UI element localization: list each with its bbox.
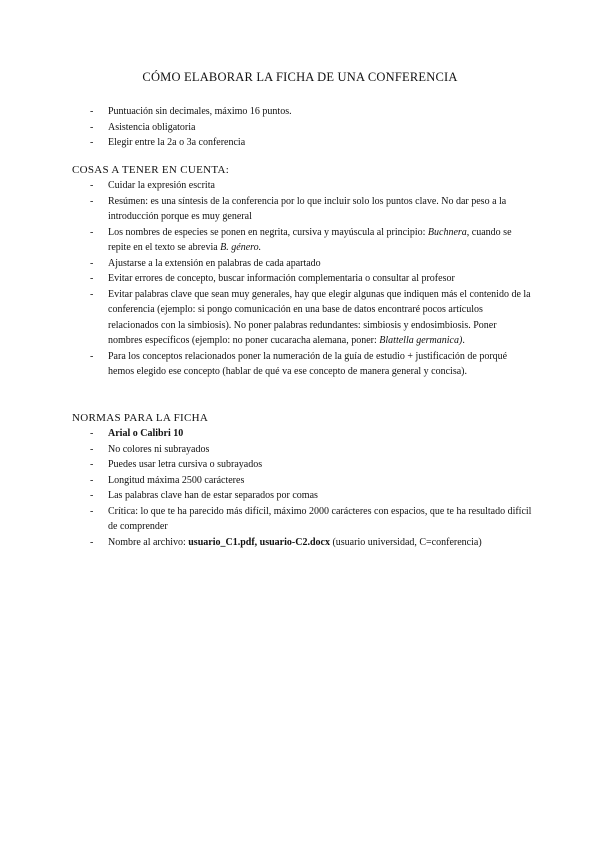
list-item: - Para los conceptos relacionados poner la numeración de la guía de estudio + justificación de porqué hemos elegido ese concepto (hablar de qué va ese concepto de manera general y concisa). (90, 350, 508, 377)
considerations-list (72, 178, 532, 380)
list-item: - Puedes usar letra cursiva o subrayados (90, 459, 263, 470)
list-item: - Evitar palabras clave que sean muy generales, hay que elegir algunas que indiquen más el contenido de la conferencia (ejemplo: si pongo comunicación en una base de datos encontraré pocos artículos relacionados con la simbiosis). No poner palabras redundantes: simbiosis y endosimbiosis. Poner nombres específicos (ejemplo: no poner cucaracha alemana, poner: Blattella germanica). (90, 288, 531, 346)
intro-list (72, 104, 532, 151)
list-item: - Cuidar la expresión escrita (90, 180, 215, 191)
document-title: CÓMO ELABORAR LA FICHA DE UNA CONFERENCIA (142, 70, 458, 84)
list-item: - Asistencia obligatoria (90, 121, 196, 133)
list-item: - Arial o Calibri 10 (90, 428, 184, 439)
section-heading-norms: NORMAS PARA LA FICHA (72, 412, 209, 424)
norms-list (72, 426, 532, 550)
file-name-example: usuario_C1.pdf, usuario-C2.docx (188, 536, 330, 548)
list-item: - Ajustarse a la extensión en palabras de cada apartado (90, 257, 321, 269)
list-item: - Resúmen: es una síntesis de la conferencia por lo que incluir solo los puntos clave. No dar peso a la introducción porque es muy general (90, 195, 507, 222)
list-item: - Longitud máxima 2500 carácteres (90, 474, 245, 486)
section-heading-things-to-consider: COSAS A TENER EN CUENTA: (72, 164, 230, 176)
list-item: - Elegir entre la 2a o 3a conferencia (90, 137, 246, 148)
species-abbrev-example: B. género. (220, 242, 262, 253)
list-item: - Crítica: lo que te ha parecido más difícil, máximo 2000 carácteres con espacios, que te ha resultado difícil de comprender (90, 505, 532, 532)
list-item: - Las palabras clave han de estar separados por comas (90, 490, 318, 501)
list-item: - Los nombres de especies se ponen en negrita, cursiva y mayúscula al principio: Buchnera, cuando se repite en el texto se abrevia B. género. (90, 226, 512, 253)
list-item: - Evitar errores de concepto, buscar información complementaria o consultar al profesor (90, 273, 455, 284)
species-example: Blattella germanica) (379, 335, 463, 346)
list-item: - No colores ni subrayados (90, 443, 210, 455)
list-item: - Nombre al archivo: usuario_C1.pdf, usuario-C2.docx (usuario universidad, C=conferencia) (90, 536, 482, 548)
species-name-example: Buchnera (427, 226, 467, 238)
list-item: - Puntuación sin decimales, máximo 16 puntos. (90, 106, 292, 117)
